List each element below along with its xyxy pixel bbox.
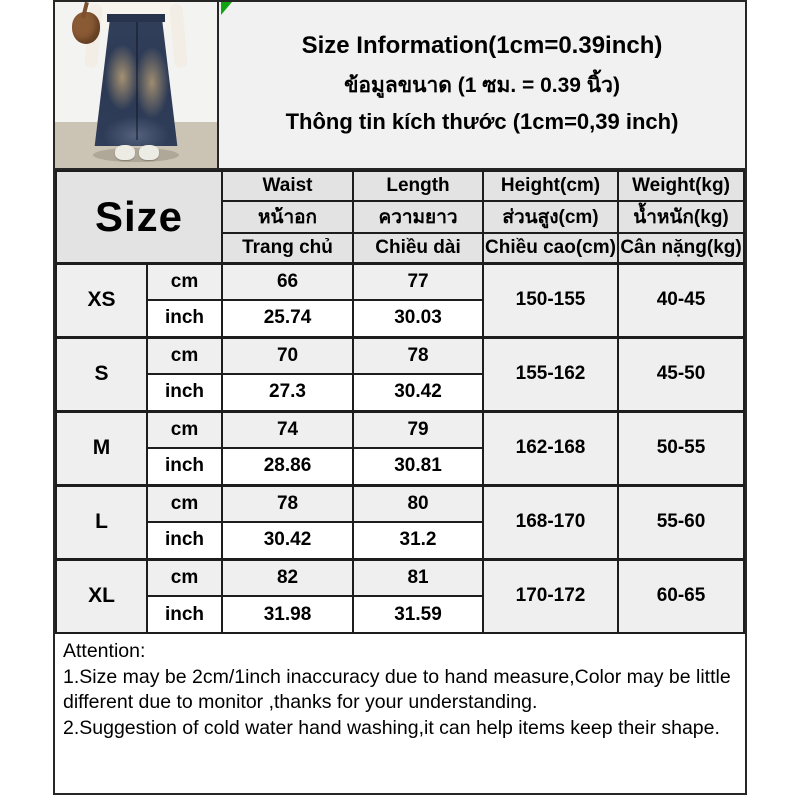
col-header-weight-vi: Cân nặng(kg) [618, 233, 744, 263]
photo-shadow [93, 148, 179, 162]
attention-note-1: 1.Size may be 2cm/1inch inaccuracy due to hand measure,Color may be little different due to monitor ,thanks for your understanding. [63, 665, 731, 714]
product-photo [55, 2, 219, 168]
weight-range: 55-60 [618, 485, 744, 559]
col-header-waist-en: Waist [222, 171, 353, 201]
weight-range: 45-50 [618, 337, 744, 411]
unit-inch: inch [147, 374, 222, 411]
height-range: 155-162 [483, 337, 618, 411]
waist-cm: 66 [222, 263, 353, 300]
col-header-length-vi: Chiều dài [353, 233, 483, 263]
table-row [56, 559, 744, 596]
attention-notes [55, 634, 745, 742]
title-english: Size Information(1cm=0.39inch) [301, 32, 663, 59]
table-corner-size-label: Size [56, 171, 222, 263]
length-inch: 30.42 [353, 374, 483, 411]
green-corner-marker-icon [221, 2, 232, 15]
length-inch: 31.59 [353, 596, 483, 633]
photo-model-arm [169, 4, 188, 69]
waist-inch: 31.98 [222, 596, 353, 633]
waist-inch: 27.3 [222, 374, 353, 411]
length-cm: 79 [353, 411, 483, 448]
unit-cm: cm [147, 411, 222, 448]
height-range: 162-168 [483, 411, 618, 485]
waist-cm: 74 [222, 411, 353, 448]
waist-cm: 70 [222, 337, 353, 374]
photo-skirt-waistband [107, 14, 165, 22]
photo-sneaker [115, 145, 135, 160]
table-row [56, 485, 744, 522]
title-area [219, 2, 745, 168]
size-label-xl: XL [56, 559, 147, 633]
size-label-l: L [56, 485, 147, 559]
height-range: 170-172 [483, 559, 618, 633]
waist-cm: 82 [222, 559, 353, 596]
size-label-s: S [56, 337, 147, 411]
unit-cm: cm [147, 485, 222, 522]
length-inch: 30.81 [353, 448, 483, 485]
height-range: 150-155 [483, 263, 618, 337]
unit-cm: cm [147, 337, 222, 374]
attention-note-2: 2.Suggestion of cold water hand washing,it can help items keep their shape. [63, 717, 720, 740]
length-inch: 30.03 [353, 300, 483, 337]
size-chart-panel [53, 0, 747, 795]
unit-inch: inch [147, 596, 222, 633]
unit-cm: cm [147, 559, 222, 596]
col-header-height-en: Height(cm) [483, 171, 618, 201]
top-section [55, 2, 745, 170]
table-row [56, 337, 744, 374]
unit-inch: inch [147, 522, 222, 559]
unit-cm: cm [147, 263, 222, 300]
waist-cm: 78 [222, 485, 353, 522]
col-header-waist-th: หน้าอก [222, 201, 353, 233]
length-inch: 31.2 [353, 522, 483, 559]
col-header-length-th: ความยาว [353, 201, 483, 233]
weight-range: 40-45 [618, 263, 744, 337]
col-header-length-en: Length [353, 171, 483, 201]
title-vietnamese: Thông tin kích thước (1cm=0,39 inch) [285, 109, 679, 134]
col-header-height-th: ส่วนสูง(cm) [483, 201, 618, 233]
length-cm: 80 [353, 485, 483, 522]
height-range: 168-170 [483, 485, 618, 559]
length-cm: 77 [353, 263, 483, 300]
length-cm: 81 [353, 559, 483, 596]
unit-inch: inch [147, 448, 222, 485]
attention-heading: Attention: [63, 640, 146, 662]
unit-inch: inch [147, 300, 222, 337]
photo-skirt-button-fly [136, 22, 138, 140]
table-row [56, 263, 744, 300]
waist-inch: 28.86 [222, 448, 353, 485]
size-table [55, 170, 745, 634]
size-label-xs: XS [56, 263, 147, 337]
col-header-height-vi: Chiều cao(cm) [483, 233, 618, 263]
col-header-waist-vi: Trang chủ [222, 233, 353, 263]
size-label-m: M [56, 411, 147, 485]
photo-brown-bag [72, 12, 100, 44]
length-cm: 78 [353, 337, 483, 374]
col-header-weight-th: น้ำหนัก(kg) [618, 201, 744, 233]
weight-range: 50-55 [618, 411, 744, 485]
photo-sneaker [139, 145, 159, 160]
col-header-weight-en: Weight(kg) [618, 171, 744, 201]
weight-range: 60-65 [618, 559, 744, 633]
waist-inch: 30.42 [222, 522, 353, 559]
waist-inch: 25.74 [222, 300, 353, 337]
table-row [56, 411, 744, 448]
title-thai: ข้อมูลขนาด (1 ซม. = 0.39 นิ้ว) [344, 74, 620, 97]
